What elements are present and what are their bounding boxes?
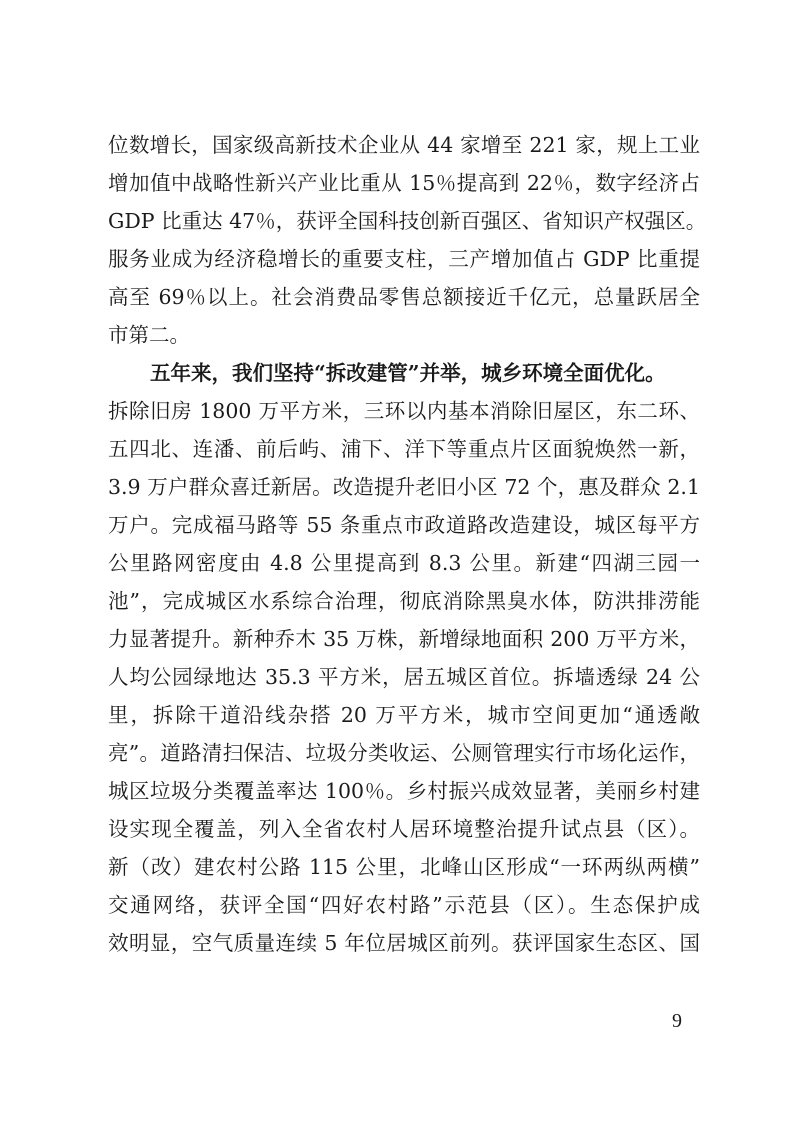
text-line: 万户。完成福马路等 55 条重点市政道路改造建设，城区每平方 — [108, 513, 700, 537]
paragraph-lead — [108, 354, 700, 392]
text-line: 市第二。 — [108, 323, 190, 347]
text-line: 位数增长，国家级高新技术企业从 44 家增至 221 家，规上工业 — [108, 133, 700, 157]
text-line: 人均公园绿地达 35.3 平方米，居五城区首位。拆墙透绿 24 公 — [108, 665, 700, 689]
text-line: 拆除旧房 1800 万平方米，三环以内基本消除旧屋区，东二环、 — [108, 399, 700, 423]
text-line: 服务业成为经济稳增长的重要支柱，三产增加值占 GDP 比重提 — [108, 247, 700, 271]
text-line: 高至 69％以上。社会消费品零售总额接近千亿元，总量跃居全 — [108, 285, 700, 309]
text-line: 公里路网密度由 4.8 公里提高到 8.3 公里。新建“四湖三园一 — [108, 551, 700, 575]
text-line: 里，拆除干道沿线杂搭 20 万平方米，城市空间更加“通透敞 — [108, 703, 700, 727]
text-line: 城区垃圾分类覆盖率达 100％。乡村振兴成效显著，美丽乡村建 — [108, 779, 700, 803]
text-line: 五四北、连潘、前后屿、浦下、洋下等重点片区面貌焕然一新， — [108, 437, 700, 461]
text-line: 力显著提升。新种乔木 35 万株，新增绿地面积 200 万平方米， — [108, 627, 700, 651]
text-line: 交通网络，获评全国“四好农村路”示范县（区）。生态保护成 — [108, 893, 700, 917]
text-line: 增加值中战略性新兴产业比重从 15％提高到 22％，数字经济占 — [108, 171, 700, 195]
text-line: 效明显，空气质量连续 5 年位居城区前列。获评国家生态区、国 — [108, 931, 700, 955]
body-text — [108, 126, 707, 962]
text-line: 3.9 万户群众喜迁新居。改造提升老旧小区 72 个，惠及群众 2.1 — [108, 475, 700, 499]
page-number: 9 — [672, 1010, 682, 1032]
text-line: 新（改）建农村公路 115 公里，北峰山区形成“一环两纵两横” — [108, 855, 700, 879]
text-line: 池”，完成城区水系综合治理，彻底消除黑臭水体，防洪排涝能 — [108, 589, 700, 613]
paragraph-lead-text: 五年来，我们坚持“拆改建管”并举，城乡环境全面优化。 — [150, 361, 666, 385]
text-line: GDP 比重达 47％，获评全国科技创新百强区、省知识产权强区。 — [108, 209, 707, 233]
text-line: 设实现全覆盖，列入全省农村人居环境整治提升试点县（区）。 — [108, 817, 700, 841]
text-line: 亮”。道路清扫保洁、垃圾分类收运、公厕管理实行市场化运作， — [108, 741, 700, 765]
